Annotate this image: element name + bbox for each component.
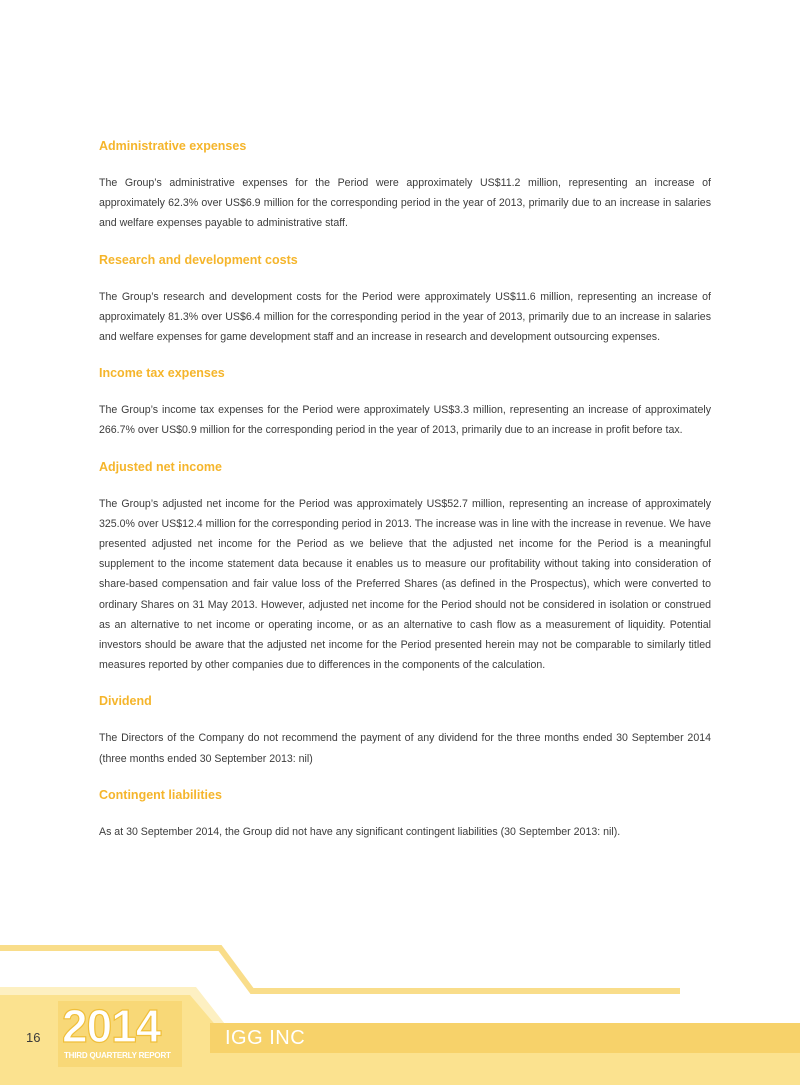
section-dividend (99, 693, 711, 768)
section-contingent-liabilities (99, 787, 711, 842)
section-income-tax (99, 365, 711, 440)
section-paragraph: The Group’s research and development costs for the Period were approximately US$11.6 million, representing an increase of approximately 81.3% over US$6.4 million for the corresponding period in the year of 2013, primarily due to an increase in salaries and welfare expenses for game development staff and an increase in research and development outsourcing expenses. (99, 290, 711, 344)
section-administrative-expenses (99, 138, 711, 234)
page-number: 16 (26, 1030, 41, 1045)
report-year: 2014 (62, 1000, 161, 1052)
footer-accent-line (0, 948, 680, 991)
section-paragraph: The Group’s adjusted net income for the Period was approximately US$52.7 million, representing an increase of approximately 325.0% over US$12.4 million for the corresponding period in 2013. The increase was in line with the increase in revenue. We have presented adjusted net income for the Period as we believe that the adjusted net income for the Period is a meaningful supplement to the income statement data because it enables us to measure our profitability without taking into consideration of share-based compensation and fair value loss of the Preferred Shares (as defined in the Prospectus), which were converted to ordinary Shares on 31 May 2013. However, adjusted net income for the Period should not be considered in isolation or construed as an alternative to net income or operating income, or as an alternative to cash flow as a measurement of liquidity. Potential investors should be aware that the adjusted net income for the Period presented herein may not be comparable to similarly titled measures reported by other companies due to differences in the components of the calculation. (99, 497, 711, 672)
section-adjusted-net-income (99, 459, 711, 676)
section-paragraph: The Directors of the Company do not recommend the payment of any dividend for the three months ended 30 September 2014 (three months ended 30 September 2013: nil) (99, 732, 711, 765)
section-paragraph: The Group’s income tax expenses for the Period were approximately US$3.3 million, representing an increase of approximately 266.7% over US$0.9 million for the corresponding period in the year of 2013, primarily due to an increase in profit before tax. (99, 404, 711, 437)
section-heading: Dividend (99, 694, 152, 709)
company-name: IGG INC (225, 1027, 306, 1049)
section-heading: Contingent liabilities (99, 787, 222, 802)
section-paragraph: As at 30 September 2014, the Group did not have any significant contingent liabilities (30 September 2013: nil). (99, 825, 621, 838)
section-heading: Administrative expenses (99, 139, 247, 153)
section-paragraph: The Group’s administrative expenses for the Period were approximately US$11.2 million, representing an increase of approximately 62.3% over US$6.9 million for the corresponding period in the year of 2013, primarily due to an increase in salaries and welfare expenses payable to administrative staff. (99, 177, 711, 230)
section-research-development (99, 252, 711, 348)
report-body (99, 138, 711, 860)
section-heading: Income tax expenses (99, 366, 225, 381)
section-heading: Research and development costs (99, 252, 298, 267)
section-heading: Adjusted net income (99, 459, 222, 474)
report-label: THIRD QUARTERLY REPORT (64, 1051, 171, 1060)
